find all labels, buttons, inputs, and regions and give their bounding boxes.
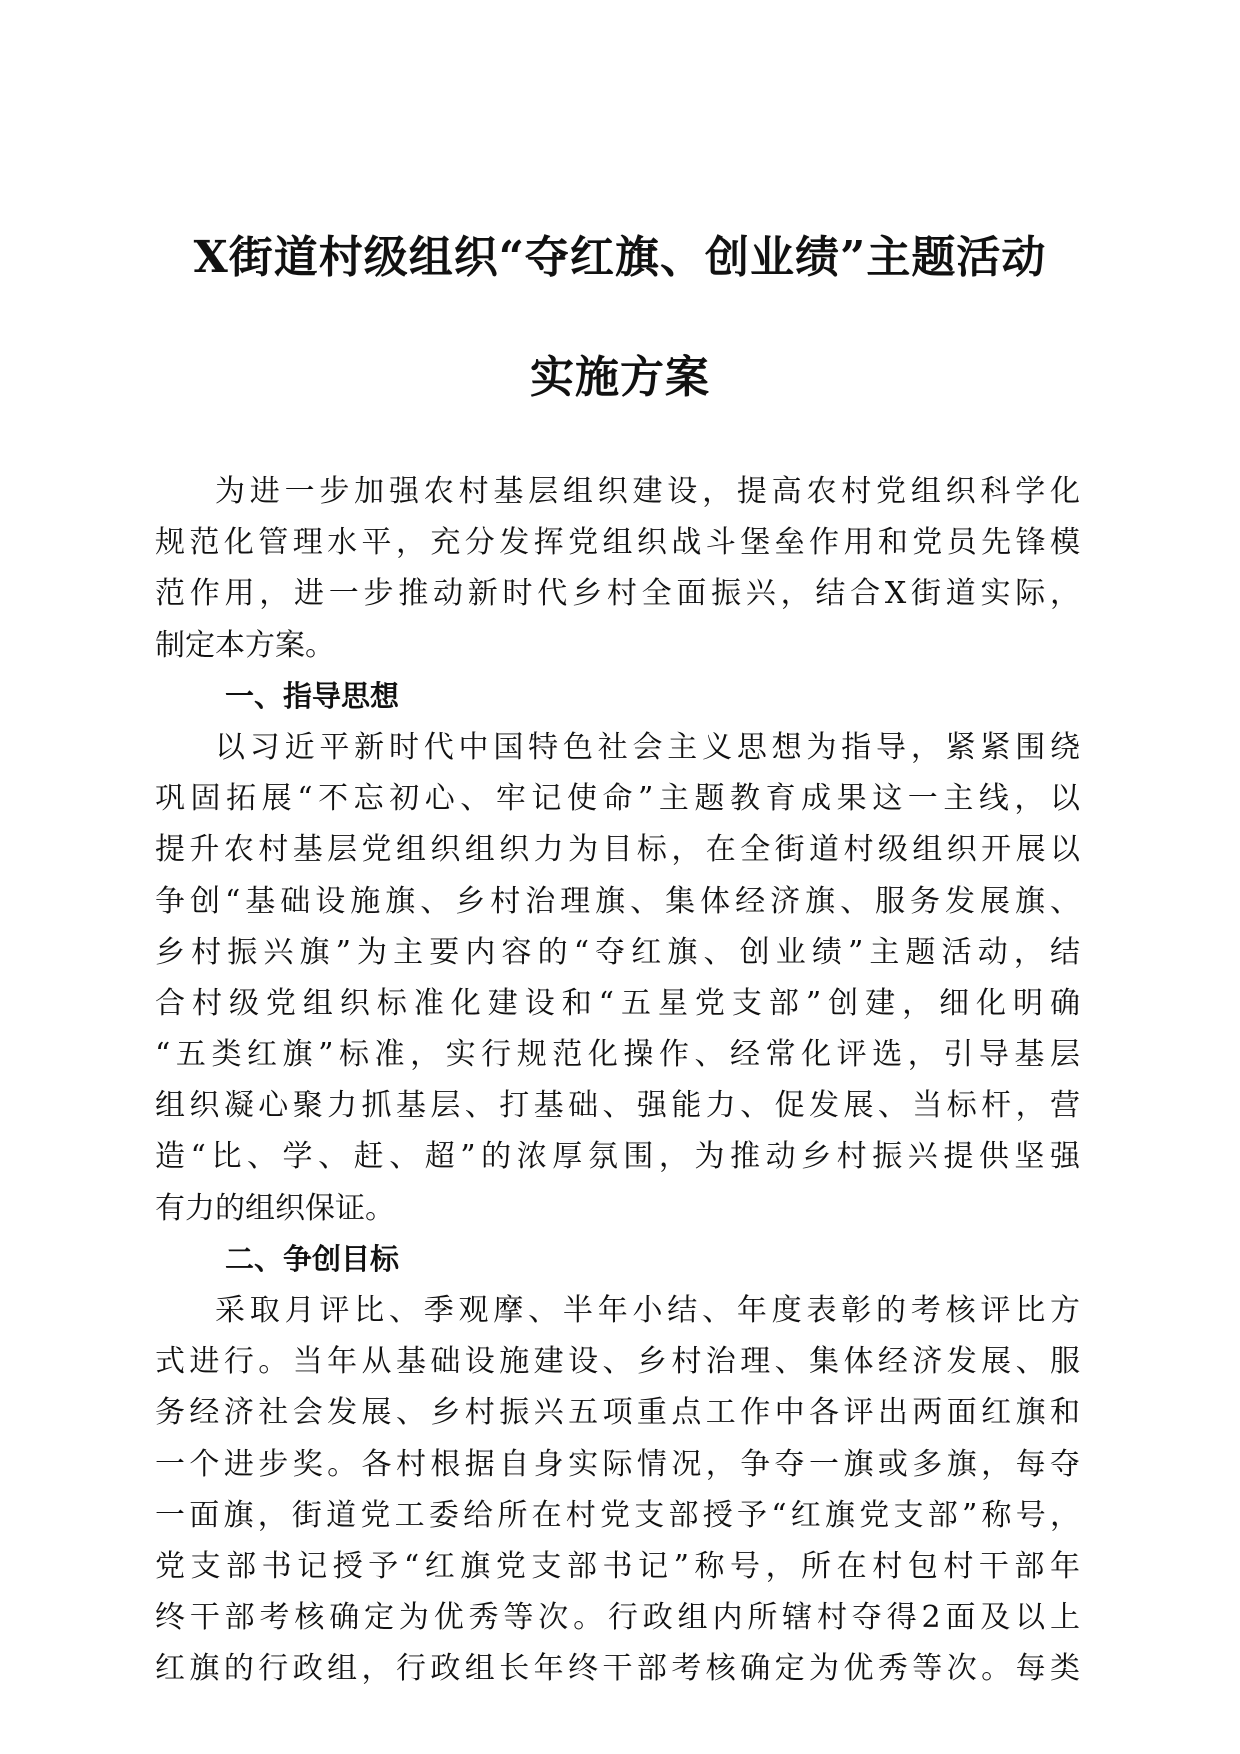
paragraph-line: 制定本方案。	[155, 627, 335, 663]
paragraph-line: 争创“基础设施旗、乡村治理旗、集体经济旗、服务发展旗、	[155, 883, 1080, 919]
paragraph-line: 规范化管理水平，充分发挥党组织战斗堡垒作用和党员先锋模	[155, 525, 1080, 561]
document-title-line-1: X街道村级组织“夺红旗、创业绩”主题活动	[193, 232, 1047, 283]
paragraph-line: 党支部书记授予“红旗党支部书记”称号，所在村包村干部年	[155, 1548, 1080, 1584]
section-heading-guiding-thought: 一、指导思想	[225, 678, 400, 713]
paragraph-line: 红旗的行政组，行政组长年终干部考核确定为优秀等次。每类	[155, 1651, 1080, 1687]
paragraph-line: 采取月评比、季观摩、半年小结、年度表彰的考核评比方	[215, 1293, 1080, 1328]
section-heading-goals: 二、争创目标	[225, 1241, 400, 1276]
paragraph-line: 终干部考核确定为优秀等次。行政组内所辖村夺得2面及以上	[155, 1600, 1080, 1636]
paragraph-line: 为进一步加强农村基层组织建设，提高农村党组织科学化	[215, 474, 1080, 509]
paragraph-line: 巩固拓展“不忘初心、牢记使命”主题教育成果这一主线，以	[155, 781, 1080, 817]
document-body	[155, 466, 1080, 1695]
paragraph-line: 组织凝心聚力抓基层、打基础、强能力、促发展、当标杆，营	[155, 1088, 1080, 1124]
paragraph-line: 以习近平新时代中国特色社会主义思想为指导，紧紧围绕	[215, 729, 1080, 765]
paragraph-line: 合村级党组织标准化建设和“五星党支部”创建，细化明确	[155, 985, 1080, 1021]
paragraph-line: 提升农村基层党组织组织力为目标，在全街道村级组织开展以	[155, 832, 1080, 868]
paragraph-line: 造“比、学、赶、超”的浓厚氛围，为推动乡村振兴提供坚强	[155, 1139, 1080, 1175]
paragraph-line: 范作用，进一步推动新时代乡村全面振兴，结合X街道实际，	[155, 576, 1080, 612]
paragraph-line: 有力的组织保证。	[155, 1190, 395, 1226]
paragraph-line: 乡村振兴旗”为主要内容的“夺红旗、创业绩”主题活动，结	[155, 934, 1080, 970]
paragraph-line: 务经济社会发展、乡村振兴五项重点工作中各评出两面红旗和	[155, 1395, 1080, 1431]
paragraph-line: 一个进步奖。各村根据自身实际情况，争夺一旗或多旗，每夺	[155, 1446, 1080, 1482]
paragraph-line: “五类红旗”标准，实行规范化操作、经常化评选，引导基层	[155, 1037, 1080, 1073]
document-title-line-2: 实施方案	[530, 352, 710, 403]
paragraph-line: 一面旗，街道党工委给所在村党支部授予“红旗党支部”称号，	[155, 1497, 1080, 1533]
paragraph-line: 式进行。当年从基础设施建设、乡村治理、集体经济发展、服	[155, 1344, 1080, 1380]
